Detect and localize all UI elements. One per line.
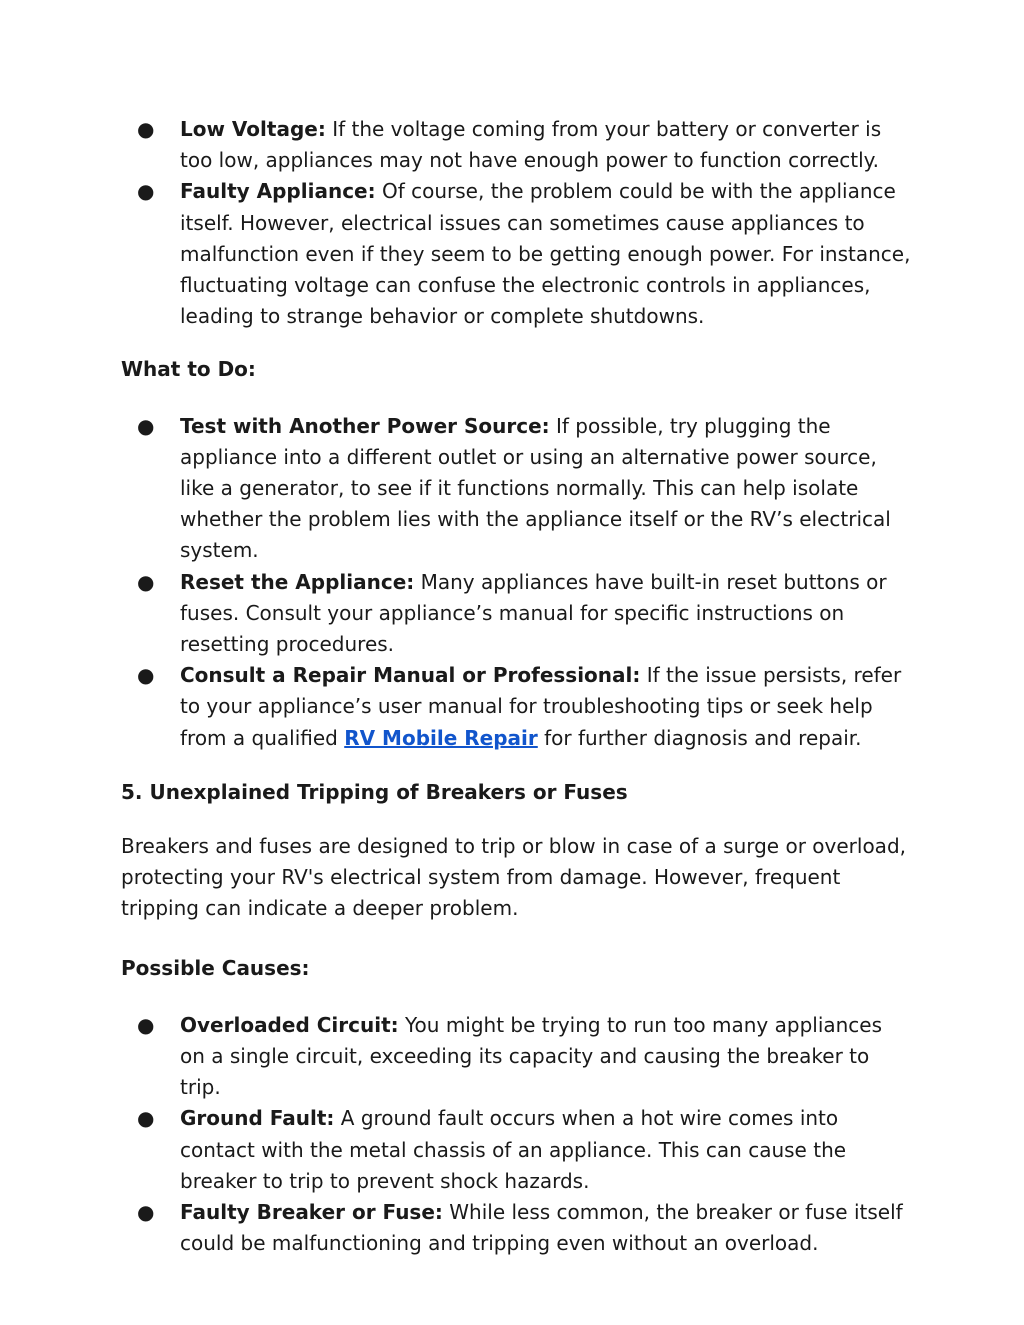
list-item-overloaded-circuit (121, 1010, 911, 1104)
bullet-icon: ● (137, 1106, 155, 1131)
bullet-icon: ● (137, 179, 155, 204)
list-item-test-power-source (121, 411, 911, 567)
list-item-text: If possible, try plugging the appliance into a different outlet or using an alternative power source, like a generator, to see if it functions normally. This can help isolate whether the problem lies with the appliance itself or the RV’s electrical system. (180, 413, 891, 563)
list-item-text: for further diagnosis and repair. (537, 725, 862, 750)
rv-mobile-repair-link[interactable]: RV Mobile Repair (344, 725, 538, 750)
list-item-term: Faulty Breaker or Fuse: (180, 1200, 443, 1225)
list-what-to-do (121, 411, 911, 754)
list-item-term: Low Voltage: (180, 117, 326, 141)
heading-possible-causes: Possible Causes: (121, 955, 310, 980)
bullet-icon: ● (137, 663, 155, 688)
list-item-text: A ground fault occurs when a hot wire comes into contact with the metal chassis of an appliance. This can cause the breaker to trip to prevent shock hazards. (180, 1106, 847, 1193)
list-item-term: Faulty Appliance: (180, 179, 376, 204)
list-item-text: While less common, the breaker or fuse itself could be malfunctioning and tripping even without an overload. (180, 1200, 903, 1256)
list-item-text: Of course, the problem could be with the appliance itself. However, electrical issues can sometimes cause appliances to malfunction even if they seem to be getting enough power. For instance, fluctuating voltage can confuse the electronic controls in appliances, leading to strange behavior or complete shutdowns. (180, 179, 911, 329)
list-item-text: If the issue persists, refer to your appliance’s user manual for troubleshooting tips or seek help from a qualified (180, 663, 902, 750)
list-item-reset-appliance (121, 567, 911, 661)
list-item-term: Test with Another Power Source: (180, 413, 550, 438)
bullet-icon: ● (137, 1012, 155, 1037)
list-item-term: Reset the Appliance: (180, 569, 415, 594)
bullet-icon: ● (137, 413, 155, 438)
list-item-term: Consult a Repair Manual or Professional: (180, 663, 641, 688)
list-item-consult-repair (121, 660, 911, 754)
list-item-text: Many appliances have built-in reset buttons or fuses. Consult your appliance’s manual for specific instructions on resetting procedures. (180, 569, 887, 657)
list-possible-causes (121, 1010, 911, 1260)
bullet-icon: ● (137, 1200, 155, 1225)
list-item-ground-fault (121, 1103, 911, 1197)
list-item-term: Ground Fault: (180, 1106, 335, 1131)
list-item-low-voltage (121, 114, 911, 176)
bullet-icon: ● (137, 117, 155, 141)
document-page (121, 114, 911, 1260)
list-item-faulty-breaker (121, 1197, 911, 1259)
list-item-faulty-appliance (121, 176, 911, 332)
section-heading-tripping-breakers: 5. Unexplained Tripping of Breakers or Fuses (121, 779, 628, 804)
bullet-icon: ● (137, 569, 155, 594)
list-item-term: Overloaded Circuit: (180, 1012, 399, 1037)
heading-what-to-do: What to Do: (121, 357, 256, 382)
list-item-text: You might be trying to run too many appliances on a single circuit, exceeding its capacity and causing the breaker to trip. (180, 1012, 883, 1100)
section-paragraph: Breakers and fuses are designed to trip or blow in case of a surge or overload, protecting your RV's electrical system from damage. However, frequent tripping can indicate a deeper problem. (121, 834, 906, 921)
list-item-text: If the voltage coming from your battery or converter is too low, appliances may not have enough power to function correctly. (180, 117, 882, 173)
list-electrical-causes (121, 114, 911, 332)
